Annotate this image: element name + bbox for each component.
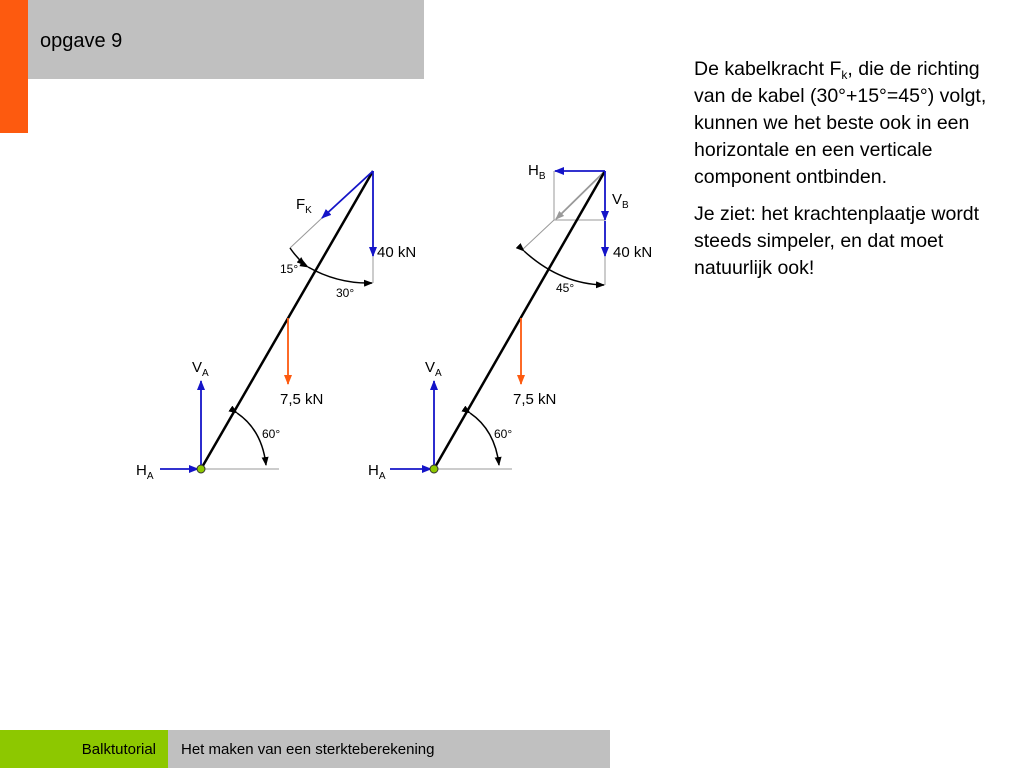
page-title: opgave 9: [40, 30, 123, 52]
paragraph-1-end: , die de richting van de kabel (30°+15°=45°) volgt, kunnen we het beste ook in een horizontale en een verticale component ontbinden.: [694, 58, 987, 188]
angle-45-arc: [524, 251, 604, 285]
footer-section-label: [0, 730, 168, 768]
label-45deg: 45°: [556, 281, 575, 295]
footer-tutorial-name: Balktutorial: [81, 741, 156, 758]
hinge-support: [430, 465, 438, 473]
beam: [434, 171, 605, 469]
label-ha: $H_A$: [368, 462, 386, 482]
label-ha: $H_A$: [136, 462, 154, 482]
force-fk-arrow: [322, 171, 373, 218]
subscript-k: k: [841, 68, 848, 82]
label-hb: $H_B$: [528, 162, 546, 182]
guide-line-cable: [290, 218, 322, 248]
beam: [201, 171, 373, 469]
label-15deg: 15°: [280, 262, 299, 276]
label-40kn: 40 kN: [613, 244, 653, 261]
footer-subtitle: Het maken van een sterkteberekening: [181, 741, 435, 758]
paragraph-1: [694, 56, 994, 191]
right-diagram: [368, 162, 652, 482]
paragraph-1-start: De kabelkracht F: [694, 58, 842, 80]
label-40kn: 40 kN: [377, 244, 417, 261]
footer-subtitle-bar: [168, 730, 610, 768]
guide-line-cable: [522, 220, 554, 250]
label-vb: $V_B$: [612, 191, 629, 211]
label-va: $V_A$: [192, 359, 209, 379]
label-va: $V_A$: [425, 359, 442, 379]
label-7-5kn: 7,5 kN: [513, 391, 557, 408]
paragraph-2: Je ziet: het krachtenplaatje wordt steeds simpeler, en dat moet natuurlijk ook!: [694, 203, 980, 279]
footer: [0, 730, 610, 768]
left-diagram: [136, 171, 416, 482]
label-7-5kn: 7,5 kN: [280, 391, 324, 408]
label-60deg: 60°: [262, 427, 281, 441]
label-30deg: 30°: [336, 286, 355, 300]
hinge-support: [197, 465, 205, 473]
label-fk: $F_K$: [296, 196, 312, 216]
explanation-text: [694, 56, 994, 292]
label-60deg: 60°: [494, 427, 513, 441]
